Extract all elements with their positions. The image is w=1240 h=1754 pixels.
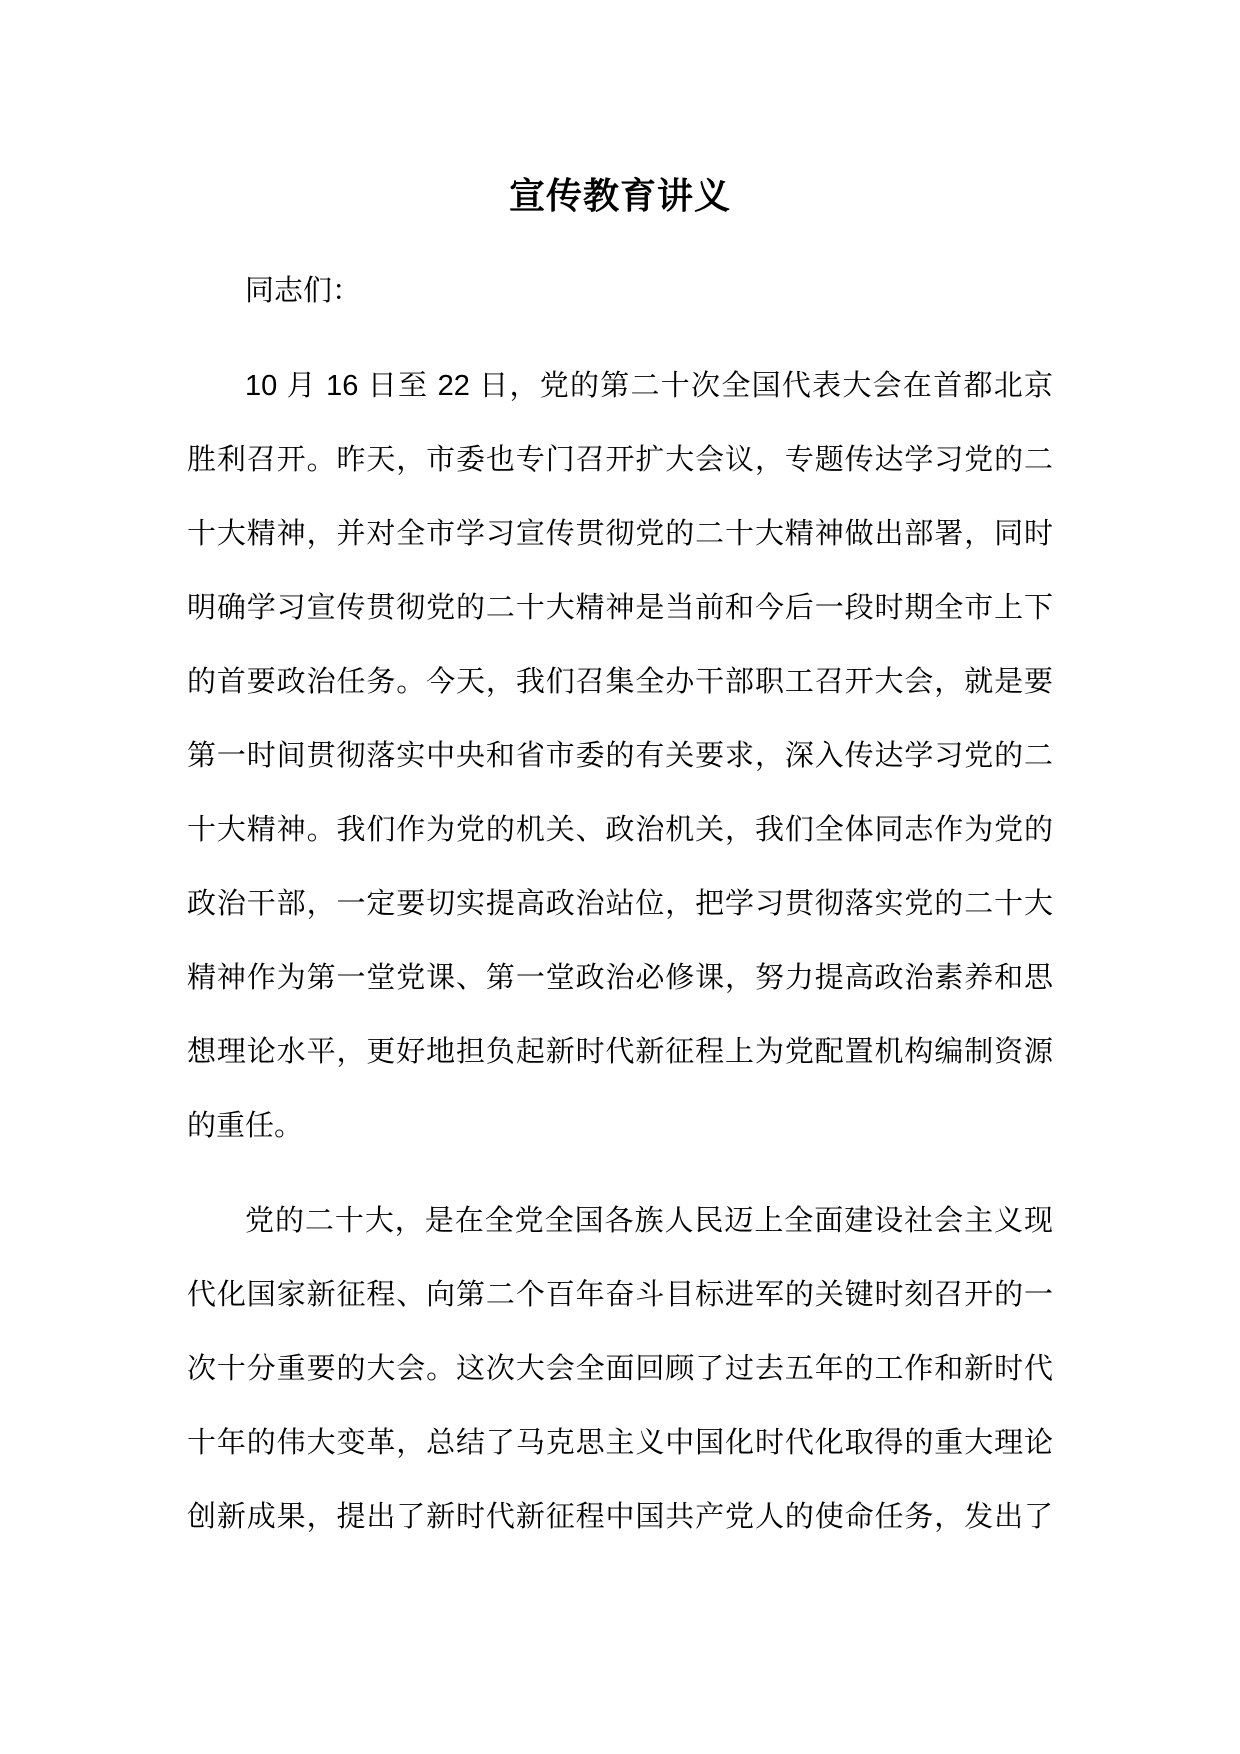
text-line: 党的二十大，是在全党全国各族人民迈上全面建设社会主义现	[245, 1205, 1053, 1237]
text-line: 精神作为第一堂党课、第一堂政治必修课，努力提高政治素养和思	[187, 962, 1053, 994]
paragraph	[187, 254, 1053, 328]
text-line: 的首要政治任务。今天，我们召集全办干部职工召开大会，就是要	[187, 666, 1053, 698]
text-line: 代化国家新征程、向第二个百年奋斗目标进军的关键时刻召开的一	[187, 1279, 1053, 1311]
text-line: 10 月 16 日至 22 日，党的第二十次全国代表大会在首都北京	[245, 370, 1053, 402]
text-line: 想理论水平，更好地担负起新时代新征程上为党配置机构编制资源	[187, 1036, 1053, 1068]
text-line: 十大精神。我们作为党的机关、政治机关，我们全体同志作为党的	[187, 814, 1053, 846]
paragraph	[187, 349, 1053, 1163]
text-line: 同志们：	[245, 275, 362, 307]
text-line: 政治干部，一定要切实提高政治站位，把学习贯彻落实党的二十大	[187, 888, 1053, 920]
text-line: 十大精神，并对全市学习宣传贯彻党的二十大精神做出部署，同时	[187, 518, 1053, 550]
text-line: 胜利召开。昨天，市委也专门召开扩大会议，专题传达学习党的二	[187, 444, 1053, 476]
document-body	[187, 254, 1053, 1554]
paragraph	[187, 1184, 1053, 1554]
text-line: 十年的伟大变革，总结了马克思主义中国化时代化取得的重大理论	[187, 1427, 1053, 1459]
text-line: 次十分重要的大会。这次大会全面回顾了过去五年的工作和新时代	[187, 1353, 1053, 1385]
text-line: 明确学习宣传贯彻党的二十大精神是当前和今后一段时期全市上下	[187, 592, 1053, 624]
text-line: 创新成果，提出了新时代新征程中国共产党人的使命任务，发出了	[187, 1501, 1053, 1533]
text-line: 的重任。	[187, 1110, 304, 1142]
document-title: 宣传教育讲义	[508, 175, 731, 216]
text-line: 第一时间贯彻落实中央和省市委的有关要求，深入传达学习党的二	[187, 740, 1053, 772]
